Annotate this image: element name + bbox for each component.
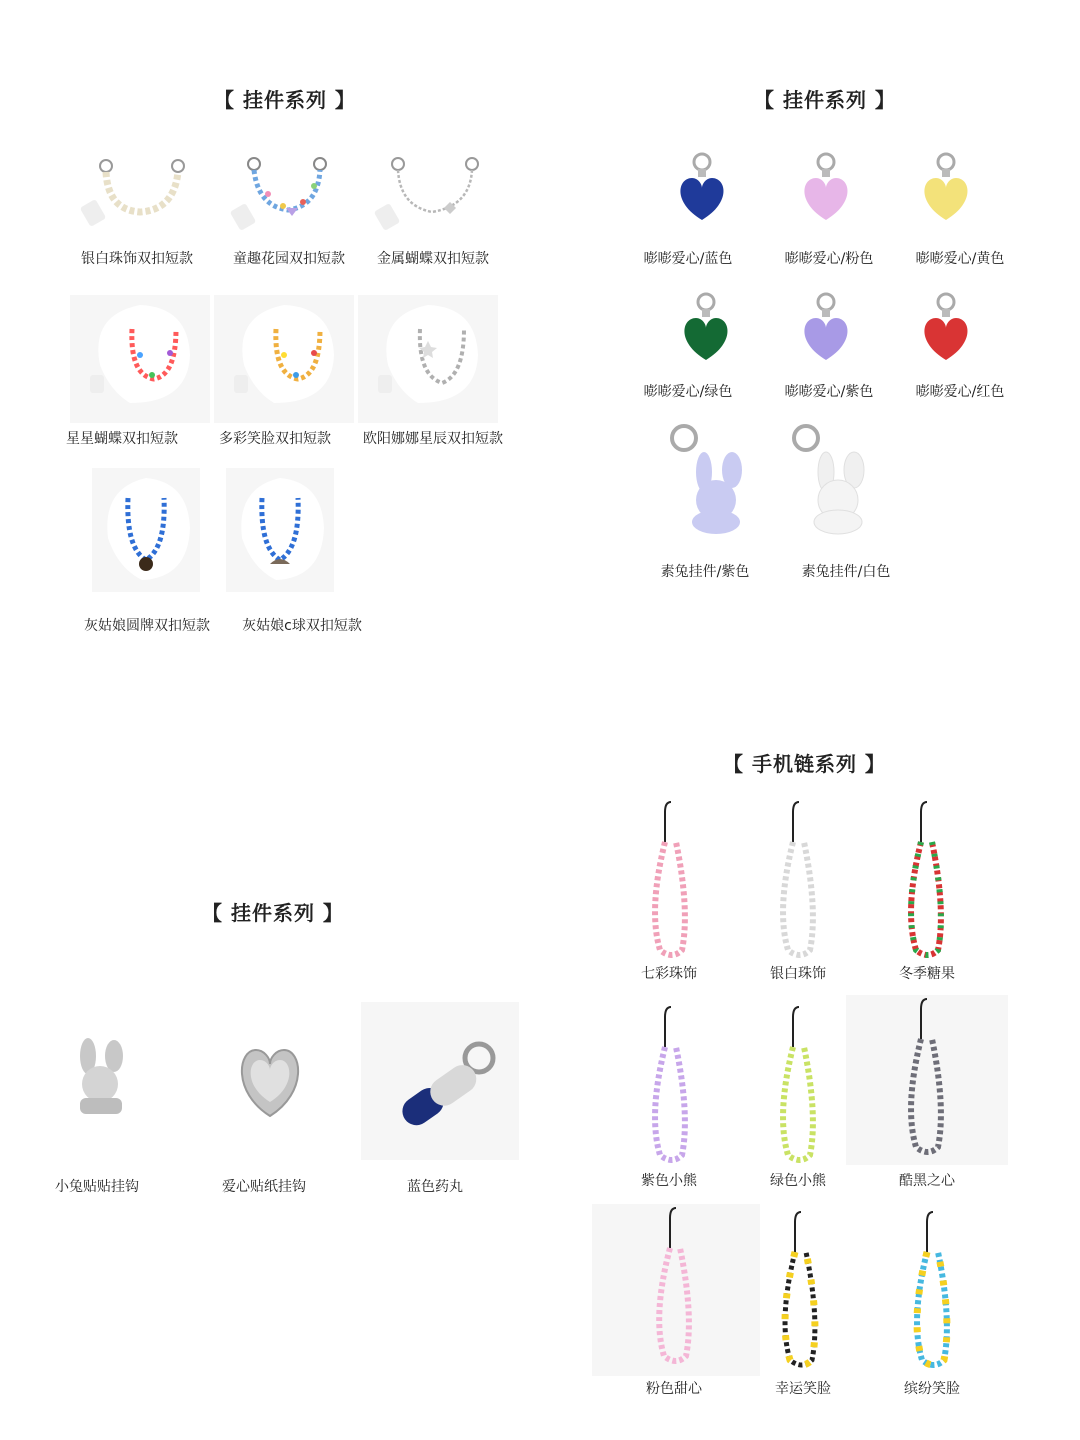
product-label[interactable]: 银白珠饰	[770, 966, 826, 982]
product-label[interactable]: 嘭嘭爱心/粉色	[784, 251, 874, 267]
heart-hook-image[interactable]	[228, 1040, 312, 1120]
phone-strap-image[interactable]	[592, 1204, 760, 1376]
product-label[interactable]: 素兔挂件/紫色	[660, 564, 750, 580]
product-label[interactable]: 灰姑娘圆牌双扣短款	[84, 618, 210, 634]
product-label[interactable]: 嘭嘭爱心/黄色	[915, 251, 1005, 267]
product-image[interactable]	[228, 150, 348, 240]
product-label[interactable]: 粉色甜心	[646, 1381, 702, 1397]
product-label[interactable]: 冬季糖果	[899, 966, 955, 982]
phone-strap-image[interactable]	[632, 800, 710, 960]
product-label[interactable]: 爱心贴纸挂钩	[222, 1179, 306, 1195]
product-label[interactable]: 幸运笑脸	[775, 1381, 831, 1397]
phone-strap-image[interactable]	[888, 800, 966, 960]
phone-strap-image[interactable]	[632, 1005, 710, 1165]
bunny-charm-image[interactable]	[660, 420, 760, 540]
product-label[interactable]: 酷黑之心	[899, 1173, 955, 1189]
phone-strap-image[interactable]	[762, 1210, 840, 1370]
product-image[interactable]	[214, 295, 354, 423]
product-image[interactable]	[226, 468, 334, 592]
heart-charm-image[interactable]	[906, 150, 986, 230]
product-label[interactable]: 童趣花园双扣短款	[233, 251, 345, 267]
bunny-hook-image[interactable]	[60, 1030, 140, 1130]
section-title-pendant-top-right: 【 挂件系列 】	[754, 88, 896, 112]
product-image[interactable]	[358, 295, 498, 423]
product-image[interactable]	[78, 150, 198, 240]
product-label[interactable]: 七彩珠饰	[641, 966, 697, 982]
product-label[interactable]: 嘭嘭爱心/绿色	[643, 384, 733, 400]
product-label[interactable]: 素兔挂件/白色	[801, 564, 891, 580]
phone-strap-image[interactable]	[760, 800, 838, 960]
product-label[interactable]: 星星蝴蝶双扣短款	[66, 431, 178, 447]
product-label[interactable]: 紫色小熊	[641, 1173, 697, 1189]
product-label[interactable]: 蓝色药丸	[407, 1179, 463, 1195]
section-title-pendant-bottom-left: 【 挂件系列 】	[202, 901, 344, 925]
product-label[interactable]: 金属蝴蝶双扣短款	[377, 251, 489, 267]
product-label[interactable]: 灰姑娘c球双扣短款	[242, 618, 362, 634]
product-label[interactable]: 银白珠饰双扣短款	[81, 251, 193, 267]
product-label[interactable]: 嘭嘭爱心/紫色	[784, 384, 874, 400]
product-label[interactable]: 缤纷笑脸	[904, 1381, 960, 1397]
product-label[interactable]: 嘭嘭爱心/红色	[915, 384, 1005, 400]
bunny-charm-image[interactable]	[782, 420, 882, 540]
pill-charm-image[interactable]	[361, 1002, 519, 1160]
section-title-strap-series: 【 手机链系列 】	[723, 752, 886, 776]
phone-strap-image[interactable]	[760, 1005, 838, 1165]
heart-charm-image[interactable]	[662, 150, 742, 230]
product-label[interactable]: 嘭嘭爱心/蓝色	[643, 251, 733, 267]
heart-charm-image[interactable]	[786, 290, 866, 370]
product-label[interactable]: 欧阳娜娜星辰双扣短款	[363, 431, 503, 447]
heart-charm-image[interactable]	[906, 290, 986, 370]
product-image[interactable]	[372, 150, 492, 240]
heart-charm-image[interactable]	[666, 290, 746, 370]
phone-strap-image[interactable]	[894, 1210, 972, 1370]
product-label[interactable]: 小兔贴贴挂钩	[55, 1179, 139, 1195]
heart-charm-image[interactable]	[786, 150, 866, 230]
phone-strap-image[interactable]	[846, 995, 1008, 1165]
product-image[interactable]	[70, 295, 210, 423]
section-title-pendant-top-left: 【 挂件系列 】	[214, 88, 356, 112]
product-label[interactable]: 多彩笑脸双扣短款	[219, 431, 331, 447]
product-image[interactable]	[92, 468, 200, 592]
product-label[interactable]: 绿色小熊	[770, 1173, 826, 1189]
